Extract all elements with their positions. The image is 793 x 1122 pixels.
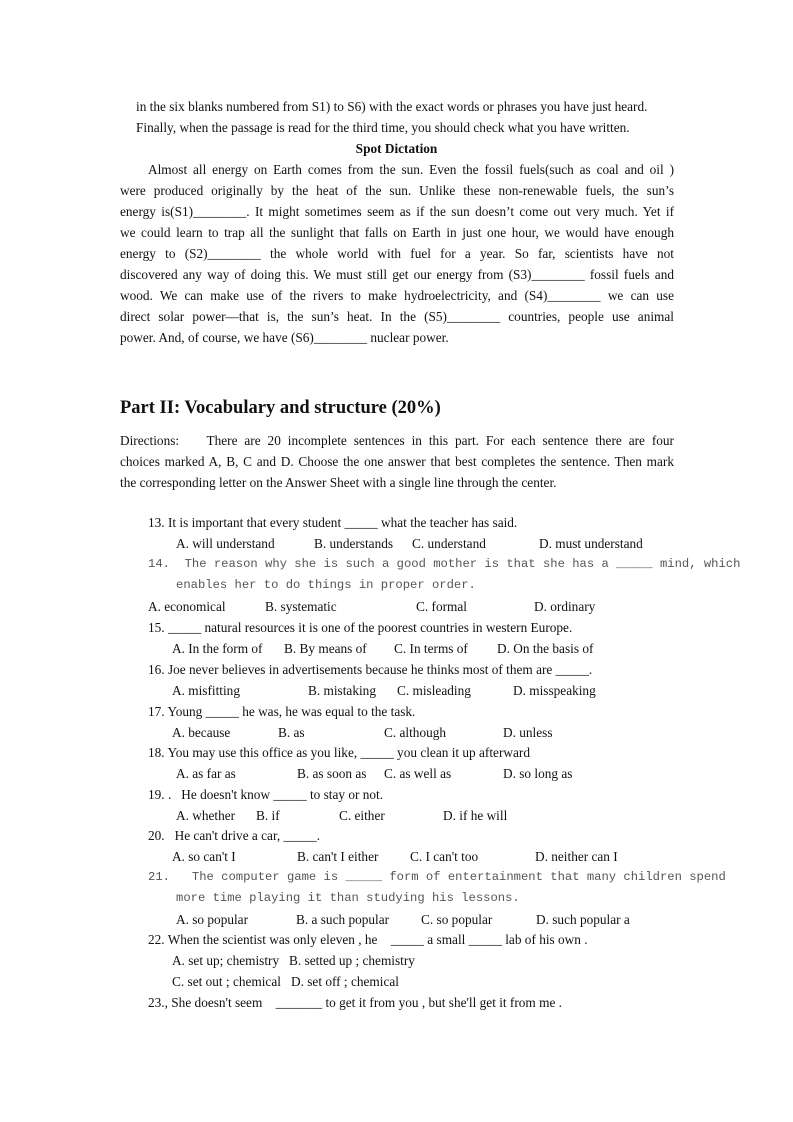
passage-line-6: discovered any way of doing this. We must still get our energy from (S3)________ fossil fuels and (120, 267, 674, 282)
passage-line-4: we could learn to trap all the sunlight that falls on Earth in just one hour, we would have enough (120, 225, 674, 240)
question-19-option-c[interactable]: C. either (339, 808, 385, 823)
question-13-option-d[interactable]: D. must understand (539, 536, 643, 551)
question-20-option-c[interactable]: C. I can't too (410, 849, 479, 864)
question-23-stem: 23., She doesn't seem _______ to get it from you , but she'll get it from me . (148, 995, 562, 1010)
directions-line-2: choices marked A, B, C and D. Choose the one answer that best completes the sentence. Then mark (120, 454, 674, 469)
question-18-option-d[interactable]: D. so long as (503, 766, 573, 781)
question-20-stem: 20. He can't drive a car, _____. (148, 828, 321, 843)
question-19-stem: 19. . He doesn't know _____ to stay or not. (148, 787, 384, 802)
question-15-option-d[interactable]: D. On the basis of (497, 641, 594, 656)
directions-line-3: the corresponding letter on the Answer Sheet with a single line through the center. (120, 475, 557, 490)
question-13-stem: 13. It is important that every student _____ what the teacher has said. (148, 515, 518, 530)
passage-line-9: power. And, of course, we have (S6)________ nuclear power. (120, 330, 449, 345)
question-15-stem: 15. _____ natural resources it is one of the poorest countries in western Europe. (148, 620, 573, 635)
intro-line-1: in the six blanks numbered from S1) to S6) with the exact words or phrases you have just heard. (136, 99, 648, 114)
question-16-stem: 16. Joe never believes in advertisements because he thinks most of them are _____. (148, 662, 593, 677)
question-15-option-b[interactable]: B. By means of (284, 641, 367, 656)
passage-line-7: wood. We can make use of the rivers to make hydroelectricity, and (S4)________ we can use (120, 288, 674, 303)
passage-line-5: energy to (S2)________ the whole world with fuel for a year. So far, scientists have not (120, 246, 674, 261)
question-22-option-d[interactable]: D. set off ; chemical (291, 974, 399, 989)
question-16-option-d[interactable]: D. misspeaking (513, 683, 596, 698)
question-21-option-a[interactable]: A. so popular (176, 912, 249, 927)
spot-dictation-title: Spot Dictation (355, 141, 438, 156)
question-17-option-c[interactable]: C. although (384, 725, 447, 740)
question-15-option-a[interactable]: A. In the form of (172, 641, 263, 656)
part2-heading: Part II: Vocabulary and structure (20%) (120, 398, 441, 418)
question-14-stem-line-2: enables her to do things in proper order. (176, 578, 476, 592)
passage-line-2: were produced originally by the heat of the sun. Unlike these non-renewable fuels, the sun’s (120, 183, 674, 198)
question-17-stem: 17. Young _____ he was, he was equal to the task. (148, 704, 416, 719)
question-18-stem: 18. You may use this office as you like, _____ you clean it up afterward (148, 745, 530, 760)
question-18-option-a[interactable]: A. as far as (176, 766, 236, 781)
question-13-option-c[interactable]: C. understand (412, 536, 486, 551)
question-14-stem-line-1: 14. The reason why she is such a good mother is that she has a _____ mind, which (148, 557, 741, 571)
question-16-option-c[interactable]: C. misleading (397, 683, 471, 698)
question-22-option-a[interactable]: A. set up; chemistry (172, 953, 280, 968)
passage-line-3: energy is(S1)________. It might sometimes seem as if the sun doesn’t come out very much. Yet if (120, 204, 674, 219)
passage-line-8: direct solar power—that is, the sun’s heat. In the (S5)________ countries, people use animal (120, 309, 674, 324)
directions-line-1: Directions: There are 20 incomplete sentences in this part. For each sentence there are four (120, 433, 674, 448)
question-20-option-a[interactable]: A. so can't I (172, 849, 236, 864)
question-22-stem: 22. When the scientist was only eleven , he _____ a small _____ lab of his own . (148, 932, 588, 947)
question-22-option-c[interactable]: C. set out ; chemical (172, 974, 281, 989)
question-20-option-d[interactable]: D. neither can I (535, 849, 618, 864)
question-18-option-c[interactable]: C. as well as (384, 766, 452, 781)
question-22-option-b[interactable]: B. setted up ; chemistry (289, 953, 415, 968)
question-14-option-c[interactable]: C. formal (416, 599, 467, 614)
question-15-option-c[interactable]: C. In terms of (394, 641, 468, 656)
question-21-option-c[interactable]: C. so popular (421, 912, 493, 927)
question-17-option-b[interactable]: B. as (278, 725, 305, 740)
question-21-option-b[interactable]: B. a such popular (296, 912, 390, 927)
question-19-option-d[interactable]: D. if he will (443, 808, 508, 823)
question-18-option-b[interactable]: B. as soon as (297, 766, 367, 781)
question-21-option-d[interactable]: D. such popular a (536, 912, 630, 927)
question-19-option-b[interactable]: B. if (256, 808, 280, 823)
question-19-option-a[interactable]: A. whether (176, 808, 236, 823)
question-20-option-b[interactable]: B. can't I either (297, 849, 379, 864)
question-13-option-a[interactable]: A. will understand (176, 536, 275, 551)
intro-line-2: Finally, when the passage is read for the third time, you should check what you have written. (136, 120, 630, 135)
question-16-option-b[interactable]: B. mistaking (308, 683, 376, 698)
question-21-stem-line-2: more time playing it than studying his lessons. (176, 891, 520, 905)
question-14-option-b[interactable]: B. systematic (265, 599, 337, 614)
question-14-option-d[interactable]: D. ordinary (534, 599, 596, 614)
question-17-option-a[interactable]: A. because (172, 725, 231, 740)
passage-line-1: Almost all energy on Earth comes from the sun. Even the fossil fuels(such as coal and oil ) (148, 162, 674, 177)
question-17-option-d[interactable]: D. unless (503, 725, 553, 740)
question-21-stem-line-1: 21. The computer game is _____ form of entertainment that many children spend (148, 870, 726, 884)
question-16-option-a[interactable]: A. misfitting (172, 683, 240, 698)
question-13-option-b[interactable]: B. understands (314, 536, 394, 551)
question-14-option-a[interactable]: A. economical (148, 599, 226, 614)
